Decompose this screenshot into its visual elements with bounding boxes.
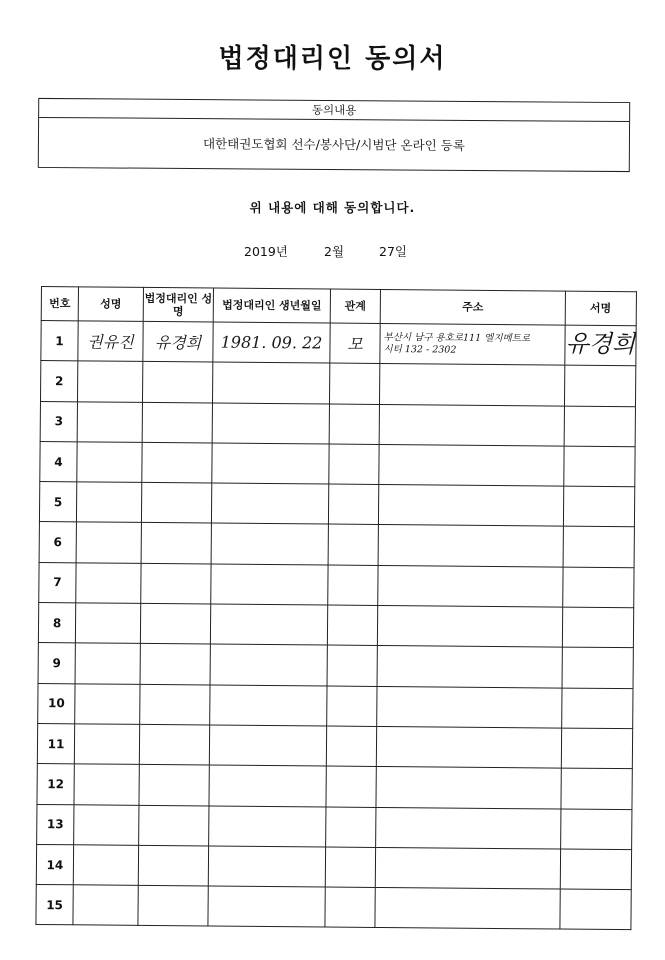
cell-guardian-name [140,603,210,644]
cell-address [378,485,563,527]
table-row [38,603,633,648]
cell-no: 7 [39,562,76,603]
header-address: 주소 [380,289,565,325]
cell-guardian-name [142,362,212,403]
cell-no: 3 [40,401,77,442]
consent-box [38,98,630,172]
cell-no: 14 [36,844,73,885]
cell-signature [564,446,635,487]
cell-guardian-birth [211,523,328,564]
header-name: 성명 [78,287,143,322]
cell-no: 6 [39,522,76,563]
cell-address [376,767,561,809]
cell-relation [325,887,375,928]
cell-guardian-name [139,805,209,846]
cell-no: 5 [39,482,76,523]
cell-signature [560,889,631,930]
table-header-row [41,287,636,326]
guardian-table-wrap [35,286,636,931]
cell-relation [327,645,377,686]
cell-guardian-name [140,684,210,725]
header-guardian-name: 법정대리인 성명 [143,287,213,322]
signature-handwriting: 유경희 [565,329,636,359]
table-row [40,441,635,486]
cell-guardian-name [142,402,212,443]
cell-guardian-birth [209,765,326,806]
cell-guardian-name [138,845,208,886]
table-row [39,482,634,527]
cell-guardian-name [138,886,208,927]
cell-guardian-birth [211,564,328,605]
cell-no: 2 [40,361,77,402]
cell-name [74,724,139,765]
cell-relation [327,686,377,727]
date-month: 2월 [324,244,345,259]
cell-guardian-birth [209,725,326,766]
cell-guardian-name [141,483,211,524]
cell-name [74,764,139,805]
cell-relation [328,565,378,606]
cell-name [74,804,139,845]
cell-address [379,404,564,446]
cell-relation [329,444,379,485]
cell-name [75,643,140,684]
cell-guardian-name [142,442,212,483]
cell-address [377,686,562,728]
agree-statement: 위 내용에 대해 동의합니다. [249,200,416,215]
cell-name [75,683,140,724]
document-title: 법정대리인 동의서 [218,44,447,74]
table-row [39,522,634,567]
cell-no: 15 [36,885,73,926]
date-year: 2019년 [244,244,288,259]
cell-guardian-name: 유경희 [143,321,213,362]
table-row [37,723,632,768]
cell-guardian-birth [212,362,329,403]
cell-address [375,888,560,930]
cell-guardian-birth [212,403,329,444]
table-row [38,683,633,728]
address-line-1: 부산시 남구 용호로111 엘지메트로 [383,331,531,344]
table-row [40,401,635,446]
cell-signature [563,527,634,568]
cell-address [376,726,561,768]
cell-guardian-name [139,724,209,765]
cell-address [377,606,562,648]
table-row [37,804,632,849]
cell-address [379,444,564,486]
cell-guardian-birth [211,483,328,524]
table-row [36,844,631,889]
cell-relation [325,847,375,888]
cell-no: 4 [40,441,77,482]
cell-signature [563,486,634,527]
table-row [39,562,634,607]
cell-signature [563,567,634,608]
header-no: 번호 [41,287,78,321]
cell-relation [329,363,379,404]
cell-relation [328,484,378,525]
cell-signature [562,647,633,688]
address-line-2: 시티 132 - 2302 [383,343,457,356]
cell-no: 13 [37,804,74,845]
cell-name [73,845,138,886]
header-guardian-birth: 법정대리인 생년월일 [213,288,330,323]
cell-guardian-birth [210,604,327,645]
cell-guardian-birth [209,806,326,847]
cell-no: 12 [37,764,74,805]
cell-signature [561,768,632,809]
cell-signature [561,809,632,850]
consent-body: 대한태권도협회 선수/봉사단/시범단 온라인 등록 [202,136,465,153]
cell-guardian-name [139,765,209,806]
cell-no: 11 [37,723,74,764]
cell-guardian-birth [208,886,325,927]
table-row [36,885,631,930]
table-row [37,764,632,809]
cell-guardian-name [141,523,211,564]
cell-no: 9 [38,643,75,684]
cell-address [376,807,561,849]
table-row [41,321,636,366]
cell-relation [328,525,378,566]
cell-signature [562,607,633,648]
cell-name [75,603,140,644]
cell-no: 8 [38,603,75,644]
cell-address [378,565,563,607]
cell-signature [565,325,636,366]
cell-guardian-name [141,563,211,604]
consent-header: 동의내용 [39,99,629,122]
cell-signature [561,728,632,769]
cell-guardian-birth [208,846,325,887]
cell-guardian-birth [210,685,327,726]
cell-relation [327,605,377,646]
cell-name [76,522,141,563]
cell-name [77,401,142,442]
cell-relation [329,404,379,445]
cell-no: 10 [38,683,75,724]
header-relation: 관계 [330,289,380,323]
date-day: 27일 [379,244,407,259]
cell-name [76,482,141,523]
cell-signature [562,688,633,729]
cell-name [77,442,142,483]
table-row [40,361,635,406]
guardian-table [35,286,636,931]
cell-relation [326,766,376,807]
cell-signature [560,849,631,890]
cell-guardian-birth: 1981. 09. 22 [213,322,330,363]
table-row [38,643,633,688]
cell-guardian-birth [210,644,327,685]
cell-relation [326,726,376,767]
cell-address [378,525,563,567]
cell-address [379,364,564,406]
cell-address [380,323,565,365]
cell-no: 1 [41,321,78,362]
cell-name [77,361,142,402]
cell-signature [564,365,635,406]
cell-relation [326,807,376,848]
cell-address [375,847,560,889]
cell-guardian-birth [212,443,329,484]
cell-name: 권유진 [78,321,143,362]
cell-address [377,646,562,688]
cell-guardian-name [140,644,210,685]
cell-signature [564,406,635,447]
cell-name [73,885,138,926]
cell-relation: 모 [330,323,380,364]
cell-name [76,563,141,604]
header-signature: 서명 [565,291,636,326]
